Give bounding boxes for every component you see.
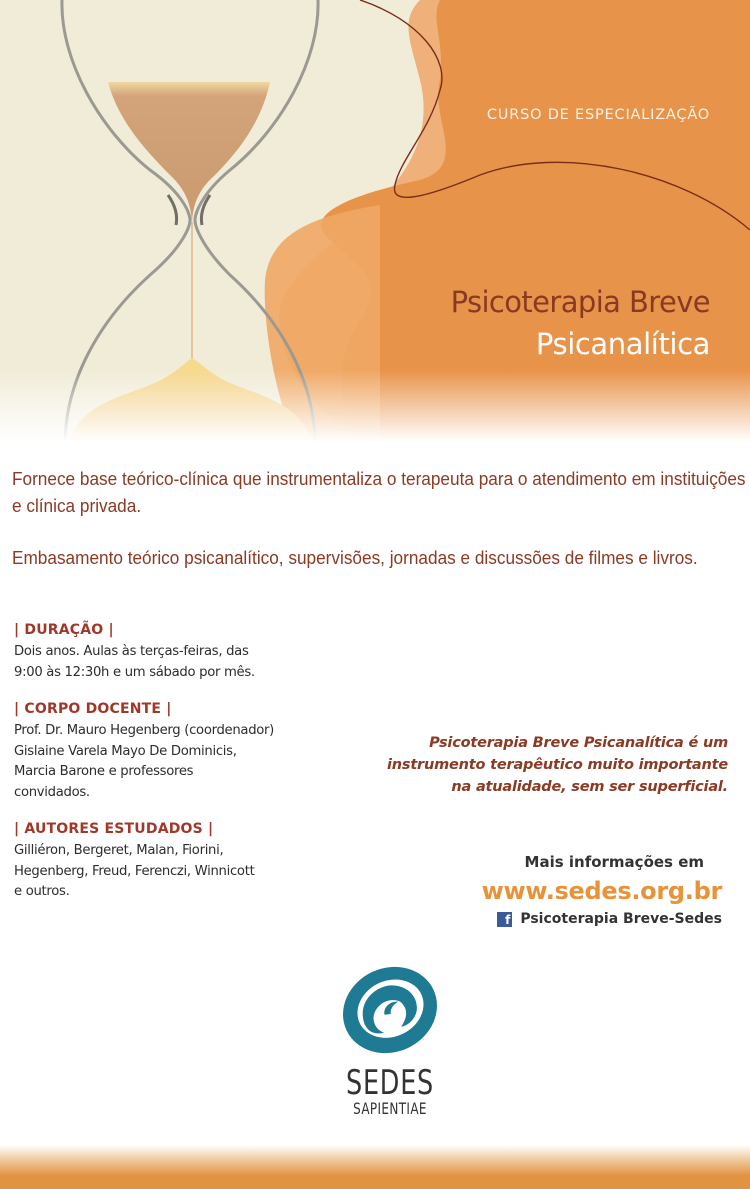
section-heading: | DURAÇÃO |: [14, 622, 114, 638]
intro-text: [12, 465, 747, 596]
course-title-line2: Psicanalítica: [535, 327, 710, 361]
section-heading: | AUTORES ESTUDADOS |: [14, 821, 214, 837]
section-line: Marcia Barone e professores: [14, 764, 194, 779]
section-line: Dois anos. Aulas às terças-feiras, das: [14, 644, 249, 659]
more-info-label: Mais informações em: [524, 853, 704, 871]
facebook-link[interactable]: [482, 911, 722, 927]
facebook-page-name: Psicoterapia Breve-Sedes: [520, 911, 722, 927]
sedes-swirl-icon: [335, 960, 445, 1060]
quote-line: na atualidade, sem ser superficial.: [451, 779, 728, 795]
course-title-line1: Psicoterapia Breve: [450, 285, 710, 319]
footer-orange-band: [0, 1145, 750, 1189]
section-line: Gislaine Varela Mayo De Dominicis,: [14, 743, 237, 759]
intro-paragraph: Fornece base teórico-clínica que instrumentaliza o terapeuta para o atendimento em instituições e clínica privada.: [12, 468, 746, 516]
intro-paragraph: Embasamento teórico psicanalítico, supervisões, jornadas e discussões de filmes e livros.: [12, 547, 698, 568]
details-duration: [14, 622, 334, 683]
website-link[interactable]: www.sedes.org.br: [481, 877, 722, 905]
hero-banner: [0, 0, 750, 445]
facebook-icon: f: [497, 912, 512, 927]
contact-info: [482, 853, 722, 927]
logo-word-sapientiae: SAPIENTIAE: [353, 1099, 427, 1118]
details-faculty: [14, 701, 334, 803]
hero-fade: [0, 370, 750, 445]
course-details: [14, 622, 334, 921]
course-type-label: CURSO DE ESPECIALIZAÇÃO: [486, 107, 710, 123]
section-line: e outros.: [14, 884, 70, 899]
section-heading: | CORPO DOCENTE |: [14, 701, 172, 717]
section-line: 9:00 às 12:30h e um sábado por mês.: [14, 664, 255, 680]
section-line: Prof. Dr. Mauro Hegenberg (coordenador): [14, 723, 275, 738]
quote-line: instrumento terapêutico muito importante: [387, 757, 728, 773]
section-line: convidados.: [14, 784, 90, 800]
sedes-logo: [330, 960, 450, 1118]
details-authors: [14, 821, 334, 903]
highlight-quote: [368, 732, 728, 798]
section-line: Hegenberg, Freud, Ferenczi, Winnicott: [14, 863, 255, 879]
section-line: Gilliéron, Bergeret, Malan, Fiorini,: [14, 843, 224, 858]
quote-line: Psicoterapia Breve Psicanalítica é um: [429, 735, 728, 751]
logo-word-sedes: SEDES: [346, 1063, 434, 1103]
